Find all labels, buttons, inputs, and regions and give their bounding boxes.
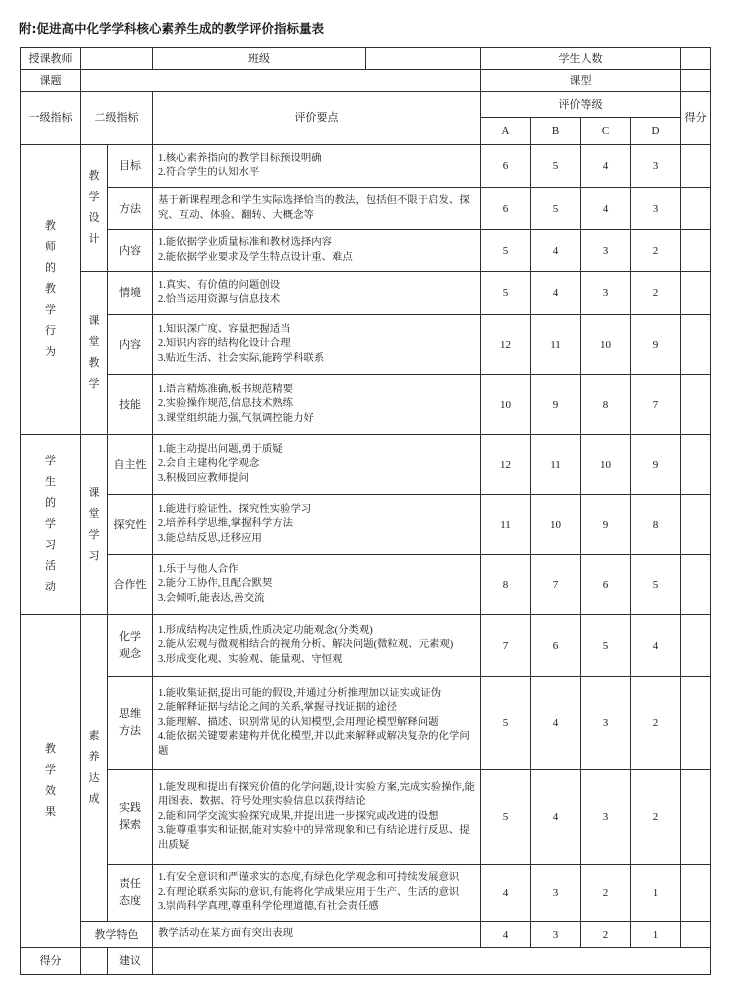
grade-header-label: 评价等级 <box>558 98 603 111</box>
level2-indicator-cell <box>81 272 108 435</box>
level1-indicator-cell <box>21 435 81 615</box>
grade-score-b: 4 <box>531 677 581 770</box>
grade-score-d: 2 <box>631 230 681 272</box>
criteria-row <box>21 555 711 615</box>
table-footer <box>21 948 711 975</box>
grade-score-c: 8 <box>581 375 631 435</box>
criteria-row <box>21 495 711 555</box>
criteria-point: 1.真实、有价值的问题创设 <box>158 279 281 291</box>
level2-indicator: 素养达成 <box>88 730 100 805</box>
criteria-points <box>153 188 481 230</box>
info-row-topic <box>21 70 711 92</box>
lesson-type-label: 课型 <box>569 74 592 87</box>
level1-indicator-cell <box>21 615 81 948</box>
grade-score-b: 6 <box>531 615 581 677</box>
grade-score-c: 4 <box>581 145 631 188</box>
criteria-point: 2.能从宏观与微观相结合的视角分析、解决问题(微粒观、元素观) <box>158 639 454 651</box>
grade-score-c: 9 <box>581 495 631 555</box>
criteria-point: 4.能依据关键要素建构并优化模型,并以此来解释或解决复杂的化学问题 <box>158 731 470 757</box>
grade-score-c: 3 <box>581 677 631 770</box>
criteria-header-label: 评价要点 <box>294 112 339 124</box>
score-cell <box>681 615 711 677</box>
item-label: 内容 <box>119 338 141 351</box>
criteria-point: 1.能依据学业质量标准和教材选择内容 <box>158 237 333 248</box>
criteria-point: 3.贴近生活、社会实际,能跨学科联系 <box>158 352 325 364</box>
grade-score-c: 5 <box>581 615 631 677</box>
criteria-points <box>153 230 481 272</box>
criteria-row <box>21 435 711 495</box>
grade-score-c: 3 <box>581 272 631 315</box>
grade-score-d: 1 <box>631 865 681 922</box>
grade-score-c: 2 <box>581 922 631 948</box>
topic-value-cell <box>81 70 481 92</box>
criteria-row <box>21 922 711 948</box>
score-cell <box>681 315 711 375</box>
evaluation-table <box>20 47 711 975</box>
criteria-points <box>153 495 481 555</box>
grade-score-c: 6 <box>581 555 631 615</box>
grade-level-d: D <box>631 118 681 145</box>
score-header-label: 得分 <box>684 112 707 124</box>
grade-score-c: 4 <box>581 188 631 230</box>
criteria-points <box>153 770 481 865</box>
item-label: 目标 <box>119 160 141 172</box>
score-cell <box>681 922 711 948</box>
criteria-point: 基于新课程理念和学生实际选择恰当的教法，包括但不限于启发、探究、互动、体验、翻转、大概念等 <box>158 195 470 221</box>
grade-score-a: 5 <box>481 677 531 770</box>
grade-score-c: 10 <box>581 435 631 495</box>
criteria-point: 1.核心素养指向的教学目标预设明确 <box>158 152 322 164</box>
grade-score-a: 12 <box>481 315 531 375</box>
criteria-points <box>153 145 481 188</box>
document-title: 附:促进高中化学学科核心素养生成的教学评价指标量表 <box>19 21 324 36</box>
criteria-point: 3.会倾听,能表达,善交流 <box>158 592 265 604</box>
suggestion-label: 建议 <box>119 955 141 967</box>
score-cell <box>681 865 711 922</box>
item-cell <box>108 677 153 770</box>
criteria-point: 2.有理论联系实际的意识,有能将化学成果应用于生产、生活的意识 <box>158 886 460 898</box>
grade-score-d: 4 <box>631 615 681 677</box>
item-label: 情境 <box>119 287 141 299</box>
level1-indicator: 教师的教学行为 <box>45 220 56 358</box>
criteria-points <box>153 375 481 435</box>
student-count-label-cell <box>481 48 681 70</box>
grade-score-b: 4 <box>531 272 581 315</box>
item-cell <box>108 770 153 865</box>
grade-score-d: 7 <box>631 375 681 435</box>
criteria-row <box>21 677 711 770</box>
class-label-cell <box>153 48 366 70</box>
criteria-point: 3.能尊重事实和证据,能对实验中的异常现象和已有结论进行反思、提出质疑 <box>158 825 470 851</box>
criteria-row <box>21 188 711 230</box>
score-cell <box>681 677 711 770</box>
criteria-points <box>153 435 481 495</box>
grade-score-b: 11 <box>531 315 581 375</box>
item-cell <box>108 375 153 435</box>
criteria-point: 2.培养科学思维,掌握科学方法 <box>158 518 294 530</box>
score-cell <box>681 435 711 495</box>
criteria-points <box>153 677 481 770</box>
grade-score-c: 2 <box>581 865 631 922</box>
grade-score-a: 12 <box>481 435 531 495</box>
grade-score-b: 3 <box>531 865 581 922</box>
item-label: 技能 <box>119 398 141 411</box>
item-cell <box>81 922 153 948</box>
grade-score-c: 10 <box>581 315 631 375</box>
grade-score-a: 10 <box>481 375 531 435</box>
grade-score-a: 5 <box>481 230 531 272</box>
item-cell <box>108 188 153 230</box>
class-label: 班级 <box>248 52 270 65</box>
teacher-value-cell <box>81 48 153 70</box>
item-label: 自主性 <box>113 458 147 471</box>
item-cell <box>108 615 153 677</box>
criteria-point: 1.形成结构决定性质,性质决定功能观念(分类观) <box>158 624 373 636</box>
grade-score-d: 5 <box>631 555 681 615</box>
grade-score-b: 7 <box>531 555 581 615</box>
item-cell <box>108 230 153 272</box>
item-label: 探究性 <box>113 518 147 531</box>
criteria-row <box>21 615 711 677</box>
grade-score-d: 2 <box>631 770 681 865</box>
item-label: 内容 <box>119 244 141 257</box>
level1-header-label: 一级指标 <box>28 112 73 124</box>
suggestion-label-cell <box>108 948 153 975</box>
criteria-point: 2.符合学生的认知水平 <box>158 167 260 178</box>
criteria-row <box>21 375 711 435</box>
topic-label: 课题 <box>39 74 62 87</box>
level1-indicator-cell <box>21 145 81 435</box>
class-value-cell <box>366 48 481 70</box>
item-label: 教学特色 <box>94 928 139 941</box>
item-cell <box>108 555 153 615</box>
grade-score-a: 11 <box>481 495 531 555</box>
criteria-point: 3.能理解、描述、识别常见的认知模型,会用理论模型解释问题 <box>158 716 439 728</box>
item-label: 思维方法 <box>119 708 141 737</box>
lesson-type-label-cell <box>481 70 681 92</box>
info-row-teacher <box>21 48 711 70</box>
grade-score-d: 2 <box>631 272 681 315</box>
criteria-point: 2.能和同学交流实验探究成果,并提出进一步探究或改进的设想 <box>158 810 439 822</box>
criteria-point: 2.能解释证据与结论之间的关系,掌握寻找证据的途径 <box>158 702 397 714</box>
criteria-point: 3.能总结反思,迁移应用 <box>158 532 262 544</box>
criteria-row <box>21 865 711 922</box>
score-cell <box>681 770 711 865</box>
grade-score-d: 9 <box>631 435 681 495</box>
score-cell <box>681 555 711 615</box>
topic-label-cell <box>21 70 81 92</box>
item-cell <box>108 272 153 315</box>
level1-indicator: 教学效果 <box>45 743 56 818</box>
grade-score-a: 4 <box>481 865 531 922</box>
criteria-point: 1.语言精炼准确,板书规范精要 <box>158 383 294 395</box>
grade-score-a: 5 <box>481 770 531 865</box>
criteria-row <box>21 230 711 272</box>
criteria-points <box>153 272 481 315</box>
criteria-point: 教学活动在某方面有突出表现 <box>158 928 294 940</box>
score-cell <box>681 188 711 230</box>
criteria-point: 1.能发现和提出有探究价值的化学问题,设计实验方案,完成实验操作,能用图表、数据、符号处理实验信息以获得结论 <box>158 781 475 808</box>
grade-score-a: 6 <box>481 188 531 230</box>
criteria-point: 2.能依据学业要求及学生特点设计重、难点 <box>158 251 353 263</box>
student-count-value-cell <box>681 48 711 70</box>
grade-score-a: 4 <box>481 922 531 948</box>
criteria-point: 1.能进行验证性、探究性实验学习 <box>158 503 312 515</box>
criteria-point: 1.知识深广度、容量把握适当 <box>158 323 291 335</box>
grade-score-a: 7 <box>481 615 531 677</box>
criteria-point: 1.能收集证据,提出可能的假设,并通过分析推理加以证实或证伪 <box>158 687 442 699</box>
criteria-point: 2.能分工协作,且配合默契 <box>158 578 273 590</box>
score-cell <box>681 375 711 435</box>
criteria-row <box>21 315 711 375</box>
criteria-point: 2.实验操作规范,信息技术熟练 <box>158 398 294 410</box>
item-cell <box>108 145 153 188</box>
item-cell <box>108 495 153 555</box>
item-cell <box>108 435 153 495</box>
criteria-point: 3.崇尚科学真理,尊重科学伦理道德,有社会责任感 <box>158 901 379 913</box>
criteria-point: 2.恰当运用资源与信息技术 <box>158 294 281 305</box>
criteria-points <box>153 615 481 677</box>
footer-row <box>21 948 711 975</box>
grade-score-b: 3 <box>531 922 581 948</box>
table-body <box>21 145 711 948</box>
grade-score-b: 5 <box>531 188 581 230</box>
teacher-label-cell <box>21 48 81 70</box>
table-header <box>21 48 711 145</box>
item-cell <box>108 315 153 375</box>
score-cell <box>681 495 711 555</box>
grade-level-a: A <box>481 118 531 145</box>
grade-level-b: B <box>531 118 581 145</box>
total-score-value-cell <box>81 948 108 975</box>
item-label: 合作性 <box>113 578 147 591</box>
grade-score-c: 3 <box>581 770 631 865</box>
student-count-label: 学生人数 <box>558 52 603 65</box>
criteria-point: 1.能主动提出问题,勇于质疑 <box>158 443 283 455</box>
column-header-row <box>21 92 711 118</box>
lesson-type-value-cell <box>681 70 711 92</box>
criteria-row <box>21 145 711 188</box>
level2-indicator: 课堂学习 <box>88 486 100 562</box>
grade-header <box>481 92 681 118</box>
grade-score-b: 10 <box>531 495 581 555</box>
item-cell <box>108 865 153 922</box>
criteria-points <box>153 555 481 615</box>
grade-level-c: C <box>581 118 631 145</box>
criteria-points <box>153 922 481 948</box>
total-score-label: 得分 <box>39 955 62 967</box>
grade-score-b: 9 <box>531 375 581 435</box>
total-score-label-cell <box>21 948 81 975</box>
grade-score-b: 4 <box>531 770 581 865</box>
level1-indicator: 学生的学习活动 <box>45 455 56 593</box>
level2-header-label: 二级指标 <box>94 112 139 124</box>
score-cell <box>681 145 711 188</box>
score-cell <box>681 272 711 315</box>
level2-indicator: 教学设计 <box>88 170 100 245</box>
criteria-row <box>21 770 711 865</box>
score-header <box>681 92 711 145</box>
score-cell <box>681 230 711 272</box>
grade-score-b: 5 <box>531 145 581 188</box>
grade-score-a: 6 <box>481 145 531 188</box>
criteria-point: 2.会自主建构化学观念 <box>158 458 260 470</box>
criteria-point: 3.课堂组织能力强,气氛调控能力好 <box>158 412 314 424</box>
level2-indicator-cell <box>81 615 108 922</box>
criteria-point: 3.形成变化观、实验观、能量观、守恒观 <box>158 653 343 665</box>
grade-score-d: 1 <box>631 922 681 948</box>
level1-header <box>21 92 81 145</box>
grade-score-b: 11 <box>531 435 581 495</box>
grade-score-d: 8 <box>631 495 681 555</box>
level2-header <box>81 92 153 145</box>
criteria-points <box>153 315 481 375</box>
criteria-point: 1.乐于与他人合作 <box>158 563 239 575</box>
grade-score-a: 8 <box>481 555 531 615</box>
item-label: 责任态度 <box>119 878 141 907</box>
criteria-point: 1.有安全意识和严谨求实的态度,有绿色化学观念和可持续发展意识 <box>158 872 460 884</box>
grade-score-d: 2 <box>631 677 681 770</box>
item-label: 化学观念 <box>119 630 141 660</box>
grade-score-b: 4 <box>531 230 581 272</box>
grade-score-c: 3 <box>581 230 631 272</box>
grade-score-d: 9 <box>631 315 681 375</box>
criteria-header <box>153 92 481 145</box>
teacher-label: 授课教师 <box>28 52 73 65</box>
level2-indicator: 课堂教学 <box>88 315 100 390</box>
grade-score-d: 3 <box>631 188 681 230</box>
suggestion-value-cell <box>153 948 711 975</box>
criteria-points <box>153 865 481 922</box>
level2-indicator-cell <box>81 145 108 272</box>
item-label: 方法 <box>119 202 141 215</box>
item-label: 实践探索 <box>119 802 141 831</box>
criteria-point: 2.知识内容的结构化设计合理 <box>158 338 291 350</box>
criteria-row <box>21 272 711 315</box>
grade-score-d: 3 <box>631 145 681 188</box>
criteria-point: 3.积极回应教师提问 <box>158 472 249 484</box>
level2-indicator-cell <box>81 435 108 615</box>
grade-score-a: 5 <box>481 272 531 315</box>
